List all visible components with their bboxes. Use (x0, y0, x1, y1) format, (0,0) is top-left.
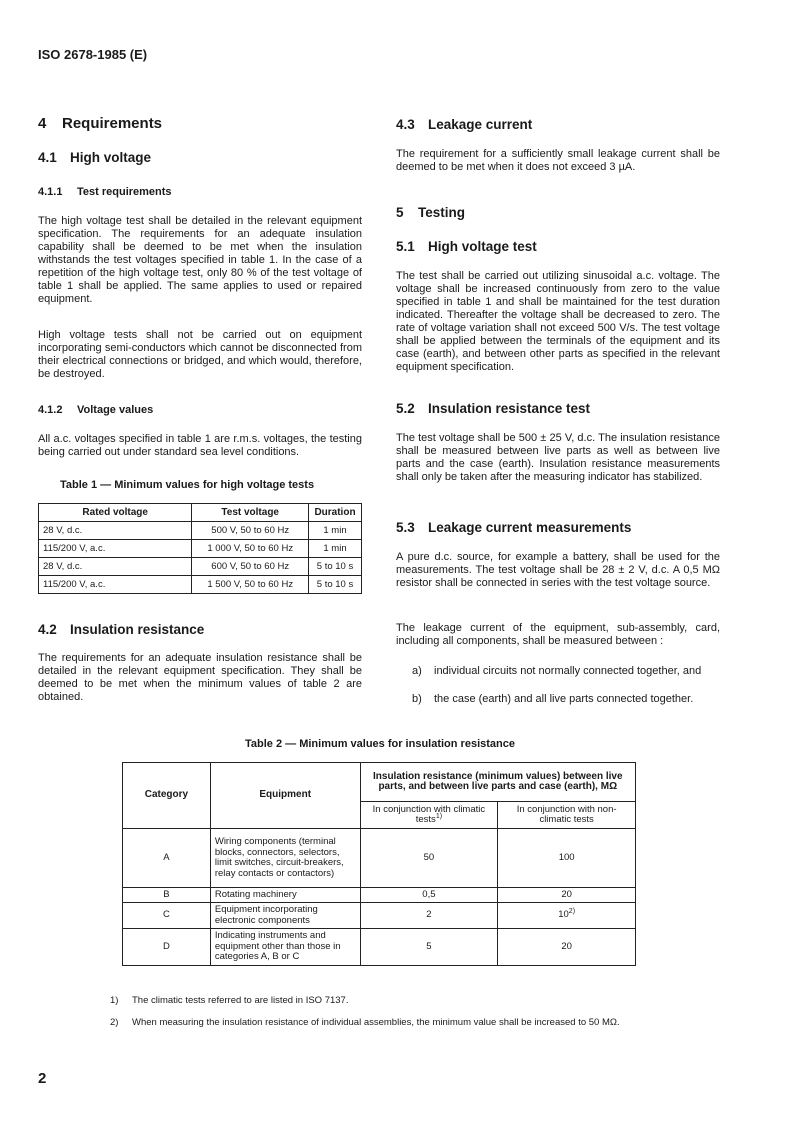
column-subheader-non-climatic: In conjunction with non-climatic tests (498, 802, 636, 829)
heading-section-5 (396, 205, 720, 220)
category-cell: C (123, 903, 211, 929)
heading-section-4-2 (38, 622, 362, 637)
section-title: Voltage values (77, 404, 154, 416)
equipment-cell: Indicating instruments and equipment other than those in categories A, B or C (210, 929, 360, 966)
table-1 (38, 503, 362, 594)
column-subheader-climatic (360, 802, 498, 829)
paragraph-5-2: The test voltage shall be 500 ± 25 V, d.c. The insulation resistance shall be measured between live parts as well as between live parts and the case (earth). Insulation resistance measurements shall only be taken after the measuring indicator has stabilized. (396, 432, 720, 483)
section-number: 4.3 (396, 117, 415, 132)
table-cell: 28 V, d.c. (39, 522, 192, 540)
section-number: 4.1.2 (38, 404, 63, 416)
paragraph-4-1-1-b: High voltage tests shall not be carried out on equipment incorporating semi-conductors which cannot be disconnected from their electrical connections or bridged, and which would, therefore, be destroyed. (38, 329, 362, 380)
footnote-ref: 2) (568, 908, 576, 916)
value-cell: 2 (360, 903, 498, 929)
table-1-caption: Table 1 — Minimum values for high voltage tests (60, 479, 315, 491)
table-row (123, 829, 636, 888)
list-item-text: individual circuits not normally connected together, and (434, 665, 702, 677)
heading-section-5-3 (396, 520, 720, 535)
table-row (123, 903, 636, 929)
section-title: Insulation resistance (70, 622, 205, 637)
table-2 (122, 762, 636, 966)
section-number: 4.1 (38, 150, 57, 165)
column-header: Test voltage (192, 504, 309, 522)
table-cell: 28 V, d.c. (39, 558, 192, 576)
section-title: Insulation resistance test (428, 401, 591, 416)
section-title: Leakage current measurements (428, 520, 632, 535)
footnote (110, 1016, 650, 1029)
section-number: 4 (38, 115, 47, 132)
equipment-cell: Equipment incorporating electronic components (210, 903, 360, 929)
section-number: 5.2 (396, 401, 415, 416)
footnote (110, 994, 650, 1007)
section-title: High voltage (70, 150, 152, 165)
column-header-insulation-resistance: Insulation resistance (minimum values) between live parts, and between live parts and case (earth), MΩ (360, 763, 635, 802)
section-number: 4.2 (38, 622, 57, 637)
heading-section-4-1 (38, 150, 362, 165)
list-item (412, 665, 722, 678)
footnote-marker: 1) (110, 995, 119, 1006)
section-number: 5.1 (396, 239, 415, 254)
value-text: 20 (561, 888, 572, 900)
column-header: Duration (309, 504, 362, 522)
document-header: ISO 2678-1985 (E) (38, 47, 148, 62)
page-number: 2 (38, 1070, 47, 1087)
table-cell: 600 V, 50 to 60 Hz (192, 558, 309, 576)
value-text: 20 (561, 940, 572, 952)
category-cell: B (123, 888, 211, 903)
section-number: 4.1.1 (38, 186, 63, 198)
value-cell (498, 929, 636, 966)
table-cell: 5 to 10 s (309, 576, 362, 594)
footnote-text: The climatic tests referred to are listed in ISO 7137. (132, 995, 349, 1006)
heading-section-5-2 (396, 401, 720, 416)
table-row (39, 522, 362, 540)
value-cell (498, 829, 636, 888)
paragraph-4-1-1-a: The high voltage test shall be detailed in the relevant equipment specification. The requirements for an adequate insulation capability shall be deemed to be met when the insulation withstands the test voltages specified in table 1. In the case of a repetition of the high voltage test, only 80 % of the test voltage of table 1 shall be applied. The same applies to used or repaired equipment. (38, 215, 362, 305)
column-header-equipment: Equipment (210, 763, 360, 829)
value-cell: 5 (360, 929, 498, 966)
table-row (123, 929, 636, 966)
table-cell: 1 000 V, 50 to 60 Hz (192, 540, 309, 558)
section-title: Requirements (62, 115, 163, 132)
subheader-text: In conjunction with climatic tests (372, 803, 486, 825)
column-header-category: Category (123, 763, 211, 829)
table-cell: 1 min (309, 522, 362, 540)
table-cell: 1 500 V, 50 to 60 Hz (192, 576, 309, 594)
value-text: 10 (558, 909, 569, 921)
paragraph-4-1-2: All a.c. voltages specified in table 1 are r.m.s. voltages, the testing being carried out under standard sea level conditions. (38, 433, 362, 458)
section-title: Test requirements (77, 186, 172, 198)
table-cell: 1 min (309, 540, 362, 558)
value-text: 100 (558, 851, 575, 863)
list-item (412, 693, 722, 706)
heading-section-4-1-1 (38, 186, 362, 198)
column-header: Rated voltage (39, 504, 192, 522)
heading-section-5-1 (396, 239, 720, 254)
table-row (39, 540, 362, 558)
footnote-text: When measuring the insulation resistance of individual assemblies, the minimum value shall be increased to 50 MΩ. (132, 1017, 620, 1028)
category-cell: A (123, 829, 211, 888)
heading-section-4 (38, 115, 362, 132)
paragraph-5-3-b: The leakage current of the equipment, sub-assembly, card, including all components, shall be measured between : (396, 622, 720, 647)
table-2-caption: Table 2 — Minimum values for insulation resistance (245, 738, 515, 750)
value-cell (498, 903, 636, 929)
table-cell: 5 to 10 s (309, 558, 362, 576)
paragraph-4-2: The requirements for an adequate insulation resistance shall be detailed in the relevant equipment specification. They shall be deemed to be met when the minimum values of table 2 are obtained. (38, 652, 362, 703)
heading-section-4-1-2 (38, 404, 362, 416)
table-header-row (123, 763, 636, 802)
table-cell: 115/200 V, a.c. (39, 576, 192, 594)
section-title: Leakage current (428, 117, 533, 132)
paragraph-5-3-a: A pure d.c. source, for example a battery, shall be used for the measurements. The test voltage shall be 28 ± 2 V, d.c. A 0,5 MΩ resistor shall be connected in series with the test voltage source. (396, 551, 720, 589)
footnote-marker: 2) (110, 1017, 119, 1028)
equipment-cell: Wiring components (terminal blocks, connectors, selectors, limit switches, circuit-breakers, relay contacts or contactors) (210, 829, 360, 888)
table-row (39, 558, 362, 576)
table-cell: 500 V, 50 to 60 Hz (192, 522, 309, 540)
value-cell (498, 888, 636, 903)
list-marker: b) (412, 693, 422, 705)
list-item-text: the case (earth) and all live parts connected together. (434, 693, 694, 705)
section-title: Testing (418, 205, 465, 220)
value-cell: 0,5 (360, 888, 498, 903)
section-number: 5.3 (396, 520, 415, 535)
footnote-ref: 1) (435, 812, 443, 820)
table-row (39, 576, 362, 594)
section-title: High voltage test (428, 239, 537, 254)
paragraph-4-3: The requirement for a sufficiently small leakage current shall be deemed to be met when it does not exceed 3 µA. (396, 148, 720, 173)
value-cell: 50 (360, 829, 498, 888)
category-cell: D (123, 929, 211, 966)
section-number: 5 (396, 205, 404, 220)
table-row (123, 888, 636, 903)
heading-section-4-3 (396, 117, 720, 132)
equipment-cell: Rotating machinery (210, 888, 360, 903)
table-header-row (39, 504, 362, 522)
table-cell: 115/200 V, a.c. (39, 540, 192, 558)
paragraph-5-1: The test shall be carried out utilizing sinusoidal a.c. voltage. The voltage shall be increased continuously from zero to the value specified in table 1 and shall be maintained for the test duration indicated. Thereafter the voltage shall be decreased to zero. The rate of voltage variation shall not exceed 500 V/s. The test voltage shall be applied between the terminals of the equipment and its case (earth), and between other parts as specified in the relevant equipment specification. (396, 270, 720, 373)
list-marker: a) (412, 665, 422, 677)
